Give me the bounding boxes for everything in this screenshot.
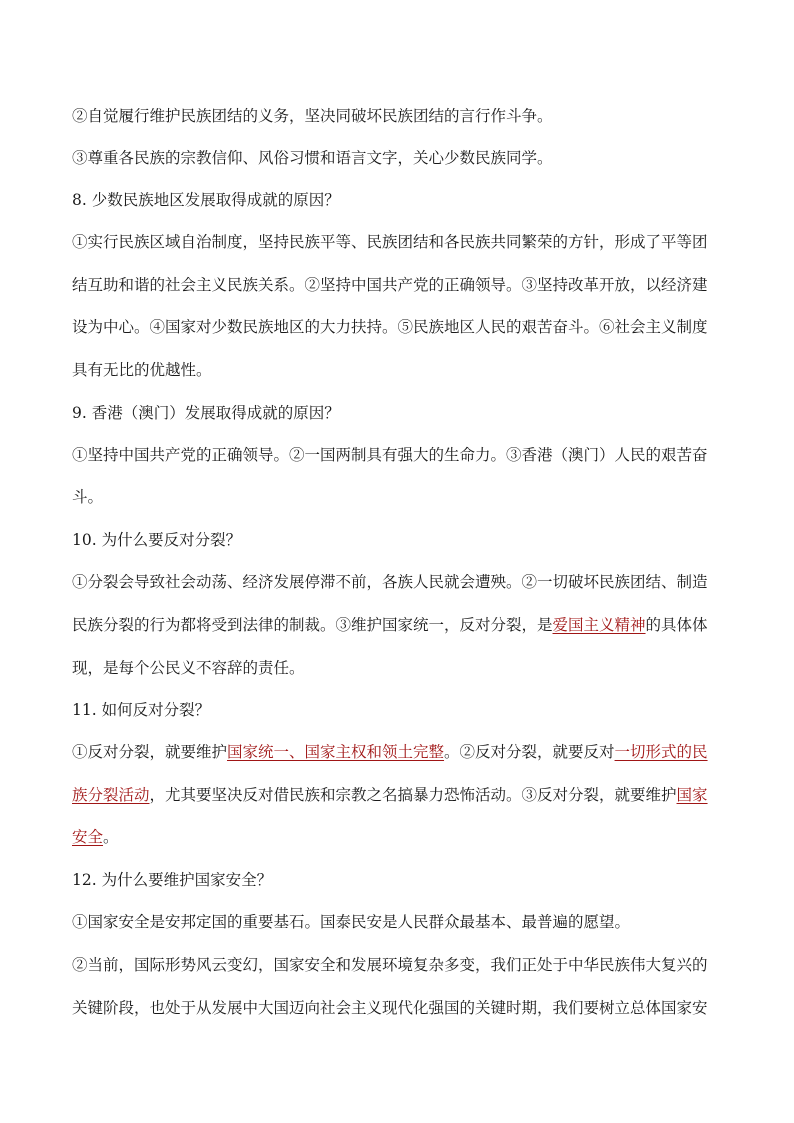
highlighted-term: 族分裂活动 <box>72 786 150 804</box>
text-segment: ①实行民族区域自治制度，坚持民族平等、民族团结和各民族共同繁荣的方针，形成了平等团 <box>72 233 708 251</box>
text-line <box>72 403 722 423</box>
text-line <box>72 998 722 1018</box>
text-line <box>72 232 722 252</box>
text-line <box>72 275 722 295</box>
text-line <box>72 912 722 932</box>
text-line <box>72 530 722 550</box>
text-segment: 具有无比的优越性。 <box>72 361 212 379</box>
highlighted-term: 一切形式的民 <box>614 743 708 761</box>
text-line <box>72 870 722 890</box>
text-segment: ，尤其要坚决反对借民族和宗教之名搞暴力恐怖活动。③反对分裂，就要维护 <box>149 786 677 804</box>
text-segment: 9. 香港（澳门）发展取得成就的原因？ <box>72 404 340 422</box>
text-segment: ①反对分裂，就要维护 <box>72 743 228 761</box>
text-segment: 斗。 <box>72 488 104 506</box>
text-segment: ②当前，国际形势风云变幻，国家安全和发展环境复杂多变，我们正处于中华民族伟大复兴的 <box>72 956 708 974</box>
highlighted-term: 国家统一、国家主权和领土完整 <box>227 743 445 761</box>
text-line <box>72 360 722 380</box>
text-segment: ②自觉履行维护民族团结的义务，坚决同破坏民族团结的言行作斗争。 <box>72 107 553 125</box>
text-segment: ①国家安全是安邦定国的重要基石。国泰民安是人民群众最基本、最普遍的愿望。 <box>72 913 631 931</box>
text-segment: 民族分裂的行为都将受到法律的制裁。③维护国家统一，反对分裂，是 <box>72 616 553 634</box>
text-line <box>72 317 722 337</box>
text-line <box>72 827 722 847</box>
text-line <box>72 445 722 465</box>
text-line <box>72 700 722 720</box>
text-line <box>72 742 722 762</box>
text-line <box>72 955 722 975</box>
text-segment: 10. 为什么要反对分裂？ <box>72 531 242 549</box>
highlighted-term: 国家 <box>676 786 708 804</box>
text-line <box>72 106 722 126</box>
text-line <box>72 487 722 507</box>
text-line <box>72 190 722 210</box>
text-segment: ①坚持中国共产党的正确领导。②一国两制具有强大的生命力。③香港（澳门）人民的艰苦奋 <box>72 446 708 464</box>
text-segment: 设为中心。④国家对少数民族地区的大力扶持。⑤民族地区人民的艰苦奋斗。⑥社会主义制度 <box>72 318 708 336</box>
text-segment: 11. 如何反对分裂？ <box>72 701 211 719</box>
text-line <box>72 658 722 678</box>
text-line <box>72 572 722 592</box>
text-segment: 8. 少数民族地区发展取得成就的原因？ <box>72 191 340 209</box>
text-segment: 。②反对分裂，就要反对 <box>444 743 615 761</box>
text-segment: ③尊重各民族的宗教信仰、风俗习惯和语言文字，关心少数民族同学。 <box>72 149 553 167</box>
text-line <box>72 615 722 635</box>
text-segment: 关键阶段，也处于从发展中大国迈向社会主义现代化强国的关键时期，我们要树立总体国家安 <box>72 999 708 1017</box>
text-segment: 结互助和谐的社会主义民族关系。②坚持中国共产党的正确领导。③坚持改革开放，以经济建 <box>72 276 708 294</box>
text-segment: 现，是每个公民义不容辞的责任。 <box>72 659 305 677</box>
text-segment: 12. 为什么要维护国家安全？ <box>72 871 273 889</box>
highlighted-term: 安全 <box>72 828 104 846</box>
text-segment: 。 <box>103 828 119 846</box>
text-line <box>72 785 722 805</box>
text-segment: 的具体体 <box>645 616 708 634</box>
text-line <box>72 148 722 168</box>
text-segment: ①分裂会导致社会动荡、经济发展停滞不前，各族人民就会遭殃。②一切破坏民族团结、制造 <box>72 573 708 591</box>
highlighted-term: 爱国主义精神 <box>552 616 646 634</box>
